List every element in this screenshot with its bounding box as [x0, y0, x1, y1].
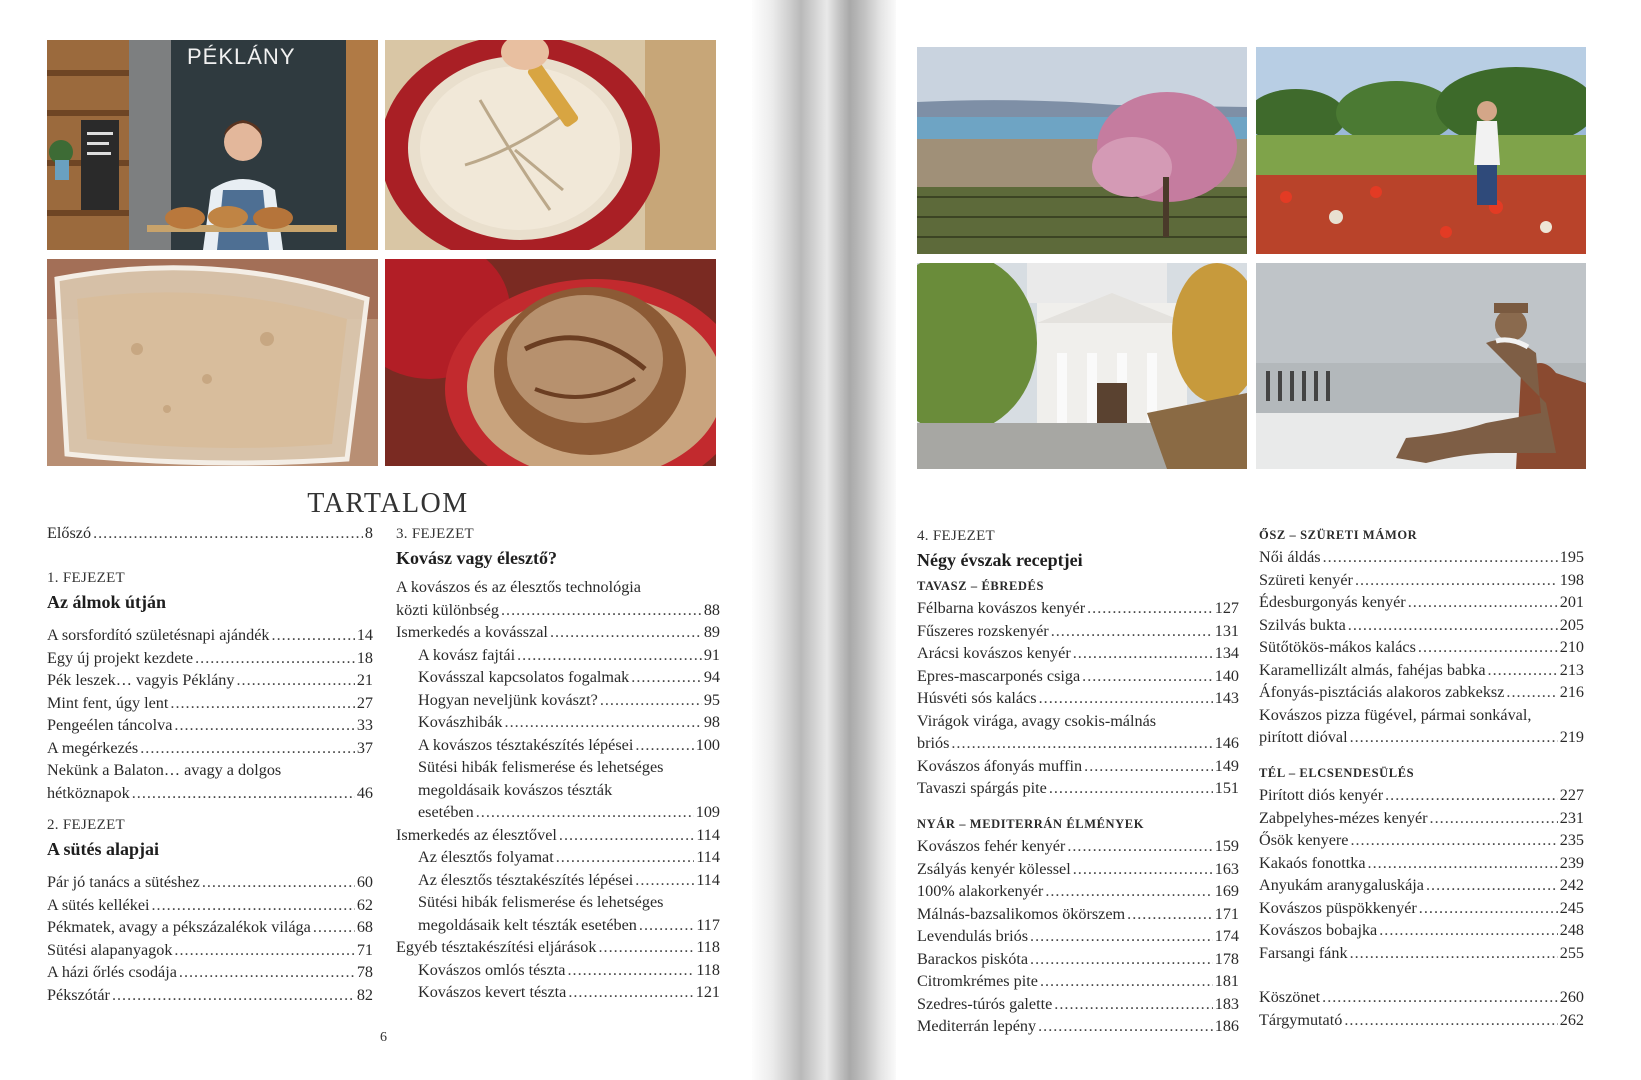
toc-entry-line[interactable]: Nekünk a Balaton… avagy a dolgos — [47, 761, 282, 779]
recipe-entry[interactable]: Anyukám aranygaluskája ..... 242 — [1259, 874, 1584, 897]
toc-entry-line[interactable]: A kovászos és az élesztős technológia — [396, 578, 641, 596]
autumn-list — [1259, 546, 1584, 749]
toc-entry-acknowledgements[interactable]: Köszönet ..... 260 — [1259, 986, 1584, 1009]
chapter-3-list — [396, 576, 720, 1004]
chapter-1-list — [47, 624, 373, 804]
recipe-entry[interactable]: Zsályás kenyér kölessel ..... 163 — [917, 858, 1239, 881]
recipe-entry[interactable]: 100% alakorkenyér ..... 169 — [917, 880, 1239, 903]
recipe-entry[interactable]: Ősök kenyere ..... 235 — [1259, 829, 1584, 852]
recipe-entry[interactable]: Félbarna kovászos kenyér ..... 127 — [917, 597, 1239, 620]
toc-entry-line[interactable]: megoldásaik kovászos tészták — [418, 780, 613, 799]
recipe-entry[interactable]: Epres-mascarponés csiga ..... 140 — [917, 665, 1239, 688]
recipe-entry[interactable]: Húsvéti sós kalács ..... 143 — [917, 687, 1239, 710]
toc-subentry[interactable]: megoldásaik kelt tészták esetében ..... 117 — [396, 914, 720, 937]
toc-entry-line[interactable]: Sütési hibák felismerése és lehetséges — [418, 758, 664, 776]
recipe-entry-line[interactable]: Kovászos pizza fügével, pármai sonkával, — [1259, 705, 1532, 724]
toc-entry[interactable]: Ismerkedés az élesztővel ..... 114 — [396, 824, 720, 847]
chapter-4-title: Négy évszak receptjei — [917, 550, 1083, 570]
chapter-2-label: 2. FEJEZET — [47, 817, 125, 833]
toc-entry[interactable]: Pengeélen táncolva ..... 33 — [47, 714, 373, 737]
recipe-entry[interactable]: Farsangi fánk ..... 255 — [1259, 942, 1584, 965]
toc-entry[interactable]: Pék leszek… vagyis Péklány ..... 21 — [47, 669, 373, 692]
recipe-entry[interactable]: Kovászos püspökkenyér ..... 245 — [1259, 897, 1584, 920]
recipe-entry[interactable]: Citromkrémes pite ..... 181 — [917, 970, 1239, 993]
toc-title: TARTALOM — [307, 488, 469, 519]
recipe-entry[interactable]: pirított dióval ..... 219 — [1259, 726, 1584, 749]
season-heading-spring: TAVASZ – ÉBREDÉS — [917, 579, 1045, 593]
toc-entry[interactable]: Pékszótár ..... 82 — [47, 984, 373, 1007]
chapter-2-list — [47, 871, 373, 1006]
recipe-entry[interactable]: Kovászos fehér kenyér ..... 159 — [917, 835, 1239, 858]
recipe-entry[interactable]: Kakaós fonottka ..... 239 — [1259, 852, 1584, 875]
summer-list — [917, 835, 1239, 1038]
toc-entry[interactable]: közti különbség ..... 88 — [396, 599, 720, 622]
chapter-1-title: Az álmok útján — [47, 592, 167, 612]
toc-entry[interactable]: hétköznapok ..... 46 — [47, 782, 373, 805]
photo-baker-at-shop — [47, 40, 378, 250]
toc-entry-line[interactable]: Sütési hibák felismerése és lehetséges — [418, 893, 664, 911]
toc-entry[interactable]: A házi őrlés csodája ..... 78 — [47, 961, 373, 984]
recipe-entry[interactable]: Kovászos bobajka ..... 248 — [1259, 919, 1584, 942]
chapter-3-title: Kovász vagy élesztő? — [396, 548, 557, 568]
recipe-entry[interactable]: briós ..... 146 — [917, 732, 1239, 755]
toc-subentry[interactable]: Kovásszal kapcsolatos fogalmak ..... 94 — [396, 666, 720, 689]
chapter-4-label: 4. FEJEZET — [917, 528, 995, 544]
photo-poppy-field — [1256, 47, 1586, 254]
recipe-entry[interactable]: Levendulás briós ..... 174 — [917, 925, 1239, 948]
toc-entry[interactable]: A megérkezés ..... 37 — [47, 737, 373, 760]
toc-entry[interactable]: Pékmatek, avagy a pékszázalékok világa ..... 68 — [47, 916, 373, 939]
photo-dough-in-container — [47, 259, 378, 466]
toc-subentry[interactable]: Az élesztős folyamat ..... 114 — [396, 846, 720, 869]
recipe-entry[interactable]: Sütőtökös-mákos kalács ..... 210 — [1259, 636, 1584, 659]
recipe-entry[interactable]: Barackos piskóta ..... 178 — [917, 948, 1239, 971]
toc-entry[interactable]: Mint fent, úgy lent ..... 27 — [47, 692, 373, 715]
book-gutter — [752, 0, 896, 1080]
winter-list — [1259, 784, 1584, 964]
toc-entry[interactable]: Egy új projekt kezdete ..... 18 — [47, 647, 373, 670]
toc-entry[interactable]: Sütési alapanyagok ..... 71 — [47, 939, 373, 962]
toc-entry-index[interactable]: Tárgymutató ..... 262 — [1259, 1009, 1584, 1032]
recipe-entry[interactable]: Áfonyás-pisztáciás alakoros zabkeksz ..... 216 — [1259, 681, 1584, 704]
recipe-entry[interactable]: Kovászos áfonyás muffin ..... 149 — [917, 755, 1239, 778]
chapter-2-title: A sütés alapjai — [47, 839, 160, 859]
photo-baked-loaf-dutch-oven — [385, 259, 716, 466]
photo-balaton-landscape — [917, 47, 1247, 254]
recipe-entry[interactable]: Szedres-túrós galette ..... 183 — [917, 993, 1239, 1016]
photo-church-building — [917, 263, 1247, 469]
recipe-entry[interactable]: Karamellizált almás, fahéjas babka ..... 213 — [1259, 659, 1584, 682]
toc-entry-foreword[interactable]: Előszó ..... 8 — [47, 524, 373, 543]
end-matter-list — [1259, 986, 1584, 1031]
toc-subentry[interactable]: Hogyan neveljünk kovászt? ..... 95 — [396, 689, 720, 712]
page-number: 6 — [380, 1030, 387, 1045]
toc-subentry[interactable]: Kovászhibák ..... 98 — [396, 711, 720, 734]
toc-entry[interactable]: A sütés kellékei ..... 62 — [47, 894, 373, 917]
season-heading-winter: TÉL – ELCSENDESÜLÉS — [1259, 766, 1415, 780]
recipe-entry[interactable]: Tavaszi spárgás pite ..... 151 — [917, 777, 1239, 800]
season-heading-autumn: ŐSZ – SZÜRETI MÁMOR — [1259, 528, 1418, 542]
photo-scoring-dough — [385, 40, 716, 250]
recipe-entry[interactable]: Női áldás ..... 195 — [1259, 546, 1584, 569]
shop-sign-text: PÉKLÁNY — [187, 44, 296, 69]
toc-entry[interactable]: Egyéb tésztakészítési eljárások ..... 118 — [396, 936, 720, 959]
recipe-entry[interactable]: Szüreti kenyér ..... 198 — [1259, 569, 1584, 592]
toc-subentry[interactable]: A kovászos tésztakészítés lépései ..... 100 — [396, 734, 720, 757]
season-heading-summer: NYÁR – MEDITERRÁN ÉLMÉNYEK — [917, 817, 1145, 831]
toc-entry[interactable]: Pár jó tanács a sütéshez ..... 60 — [47, 871, 373, 894]
chapter-3-label: 3. FEJEZET — [396, 526, 474, 542]
toc-subentry[interactable]: Kovászos kevert tészta ..... 121 — [396, 981, 720, 1004]
toc-subentry[interactable]: esetében ..... 109 — [396, 801, 720, 824]
recipe-entry[interactable]: Szilvás bukta ..... 205 — [1259, 614, 1584, 637]
recipe-entry[interactable]: Mediterrán lepény ..... 186 — [917, 1015, 1239, 1038]
toc-entry[interactable]: A sorsfordító születésnapi ajándék ..... 14 — [47, 624, 373, 647]
toc-subentry[interactable]: Az élesztős tésztakészítés lépései ..... 114 — [396, 869, 720, 892]
recipe-entry[interactable]: Arácsi kovászos kenyér ..... 134 — [917, 642, 1239, 665]
recipe-entry[interactable]: Édesburgonyás kenyér ..... 201 — [1259, 591, 1584, 614]
recipe-entry[interactable]: Málnás-bazsalikomos ökörszem ..... 171 — [917, 903, 1239, 926]
toc-entry[interactable]: Ismerkedés a kovásszal ..... 89 — [396, 621, 720, 644]
recipe-entry[interactable]: Fűszeres rozskenyér ..... 131 — [917, 620, 1239, 643]
photo-winter-statue — [1256, 263, 1586, 469]
chapter-1-label: 1. FEJEZET — [47, 570, 125, 586]
recipe-entry[interactable]: Pirított diós kenyér ..... 227 — [1259, 784, 1584, 807]
spring-list — [917, 597, 1239, 800]
toc-subentry[interactable]: A kovász fajtái ..... 91 — [396, 644, 720, 667]
toc-subentry[interactable]: Kovászos omlós tészta ..... 118 — [396, 959, 720, 982]
recipe-entry-line[interactable]: Virágok virága, avagy csokis-málnás — [917, 711, 1157, 730]
recipe-entry[interactable]: Zabpelyhes-mézes kenyér ..... 231 — [1259, 807, 1584, 830]
